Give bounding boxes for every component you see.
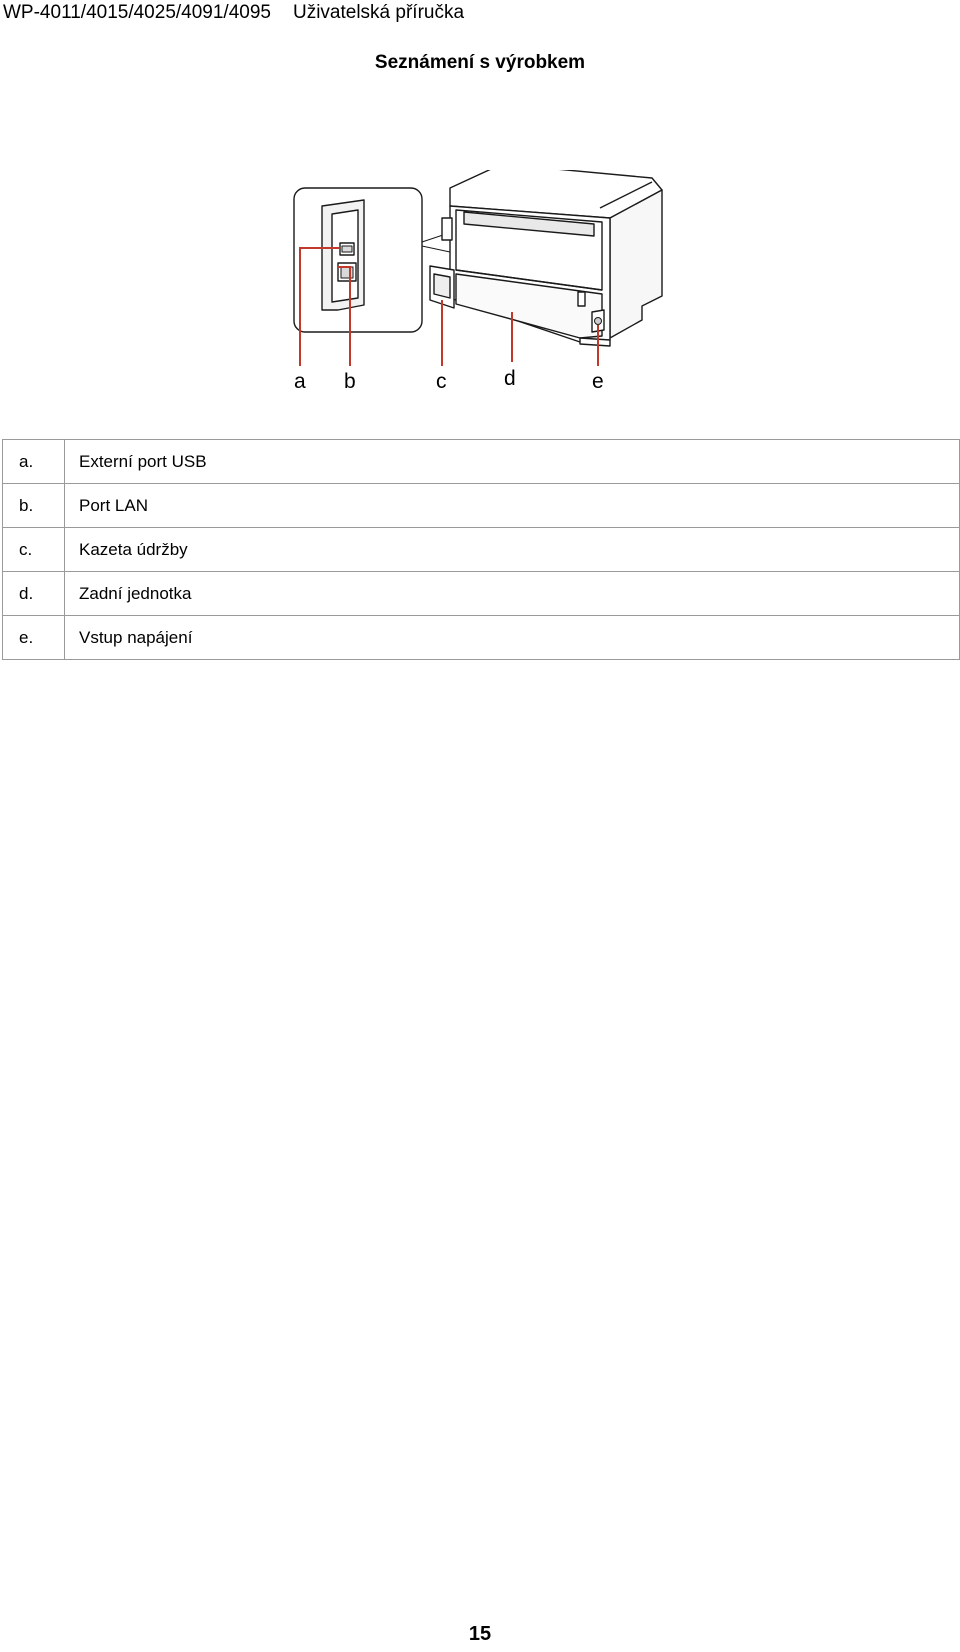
table-row xyxy=(3,572,960,616)
printer-rear-illustration xyxy=(280,170,700,420)
callout-label-c: c xyxy=(436,370,447,393)
callout-label-e: e xyxy=(592,370,604,393)
part-key: d. xyxy=(3,572,65,616)
callout-label-a: a xyxy=(294,370,306,393)
part-key: c. xyxy=(3,528,65,572)
section-title: Seznámení s výrobkem xyxy=(374,52,586,73)
printer-rear-view-figure xyxy=(280,170,700,420)
running-header xyxy=(3,0,464,26)
part-label: Port LAN xyxy=(65,484,960,528)
callout-label-d: d xyxy=(504,367,516,390)
table-row xyxy=(3,440,960,484)
table-row xyxy=(3,616,960,660)
table-row xyxy=(3,484,960,528)
part-key: b. xyxy=(3,484,65,528)
part-label: Vstup napájení xyxy=(65,616,960,660)
part-label: Externí port USB xyxy=(65,440,960,484)
table-row xyxy=(3,528,960,572)
part-label: Kazeta údržby xyxy=(65,528,960,572)
header-model: WP-4011/4015/4025/4091/4095 xyxy=(3,2,271,23)
header-manual-title: Uživatelská příručka xyxy=(292,2,465,23)
part-key: e. xyxy=(3,616,65,660)
part-label: Zadní jednotka xyxy=(65,572,960,616)
callout-label-b: b xyxy=(344,370,356,393)
page-number: 15 xyxy=(468,1623,492,1645)
part-key: a. xyxy=(3,440,65,484)
parts-legend-table xyxy=(2,439,960,660)
